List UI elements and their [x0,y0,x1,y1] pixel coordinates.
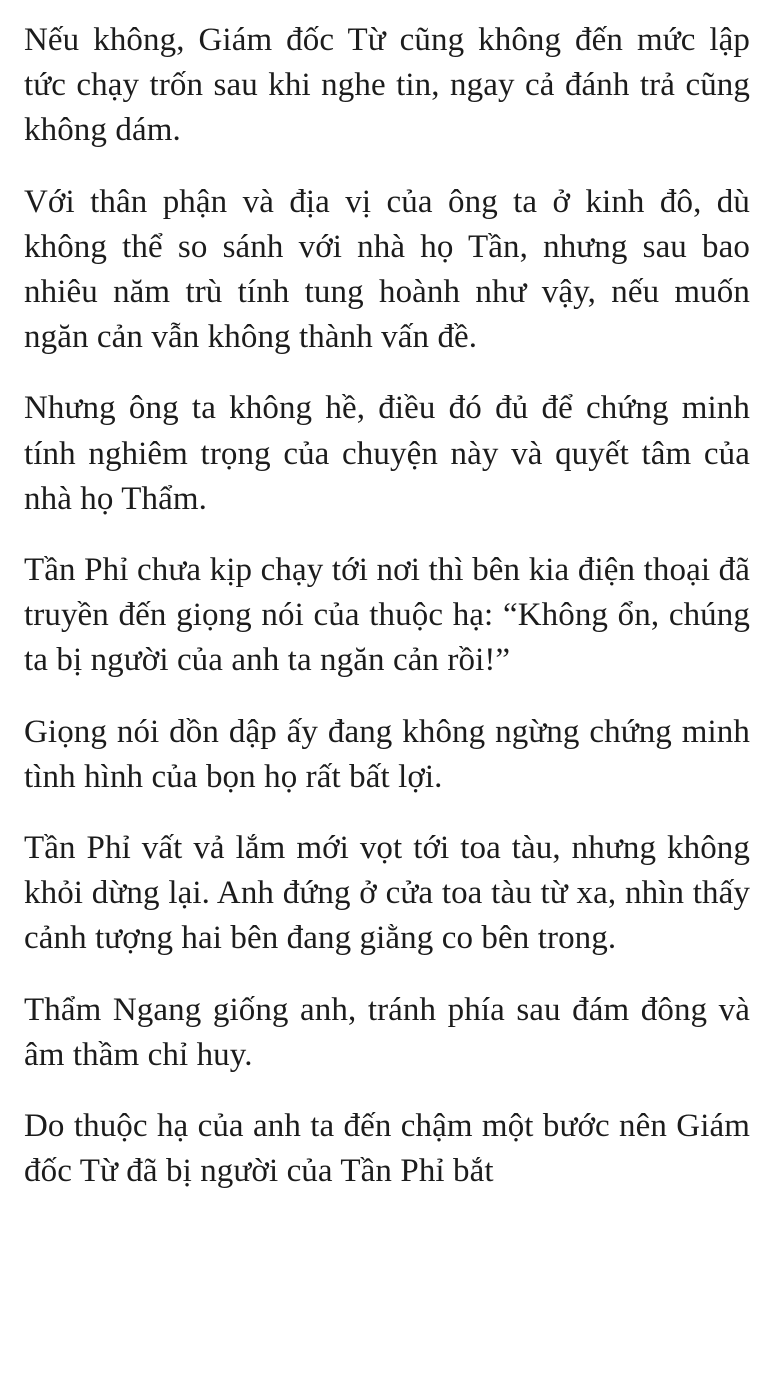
paragraph: Do thuộc hạ của anh ta đến chậm một bước nên Giám đốc Từ đã bị người của Tần Phỉ bắt [24,1108,750,1190]
paragraph: Thẩm Ngang giống anh, tránh phía sau đám đông và âm thầm chỉ huy. [24,991,750,1073]
paragraph: Giọng nói dồn dập ấy đang không ngừng chứng minh tình hình của bọn họ rất bất lợi. [24,713,750,795]
paragraph: Với thân phận và địa vị của ông ta ở kinh đô, dù không thể so sánh với nhà họ Tần, nhưng sau bao nhiêu năm trù tính tung hoành như vậy, nếu muốn ngăn cản vẫn không thành vấn đề. [24,183,750,356]
paragraph: Nếu không, Giám đốc Từ cũng không đến mức lập tức chạy trốn sau khi nghe tin, ngay cả đánh trả cũng không dám. [24,22,750,149]
paragraph: Tần Phỉ vất vả lắm mới vọt tới toa tàu, nhưng không khỏi dừng lại. Anh đứng ở cửa toa tàu từ xa, nhìn thấy cảnh tượng hai bên đang giằng co bên trong. [24,830,750,957]
paragraph: Nhưng ông ta không hề, điều đó đủ để chứng minh tính nghiêm trọng của chuyện này và quyết tâm của nhà họ Thẩm. [24,390,750,517]
paragraph: Tần Phỉ chưa kịp chạy tới nơi thì bên kia điện thoại đã truyền đến giọng nói của thuộc hạ: “Không ổn, chúng ta bị người của anh ta ngăn cản rồi!” [24,552,750,679]
